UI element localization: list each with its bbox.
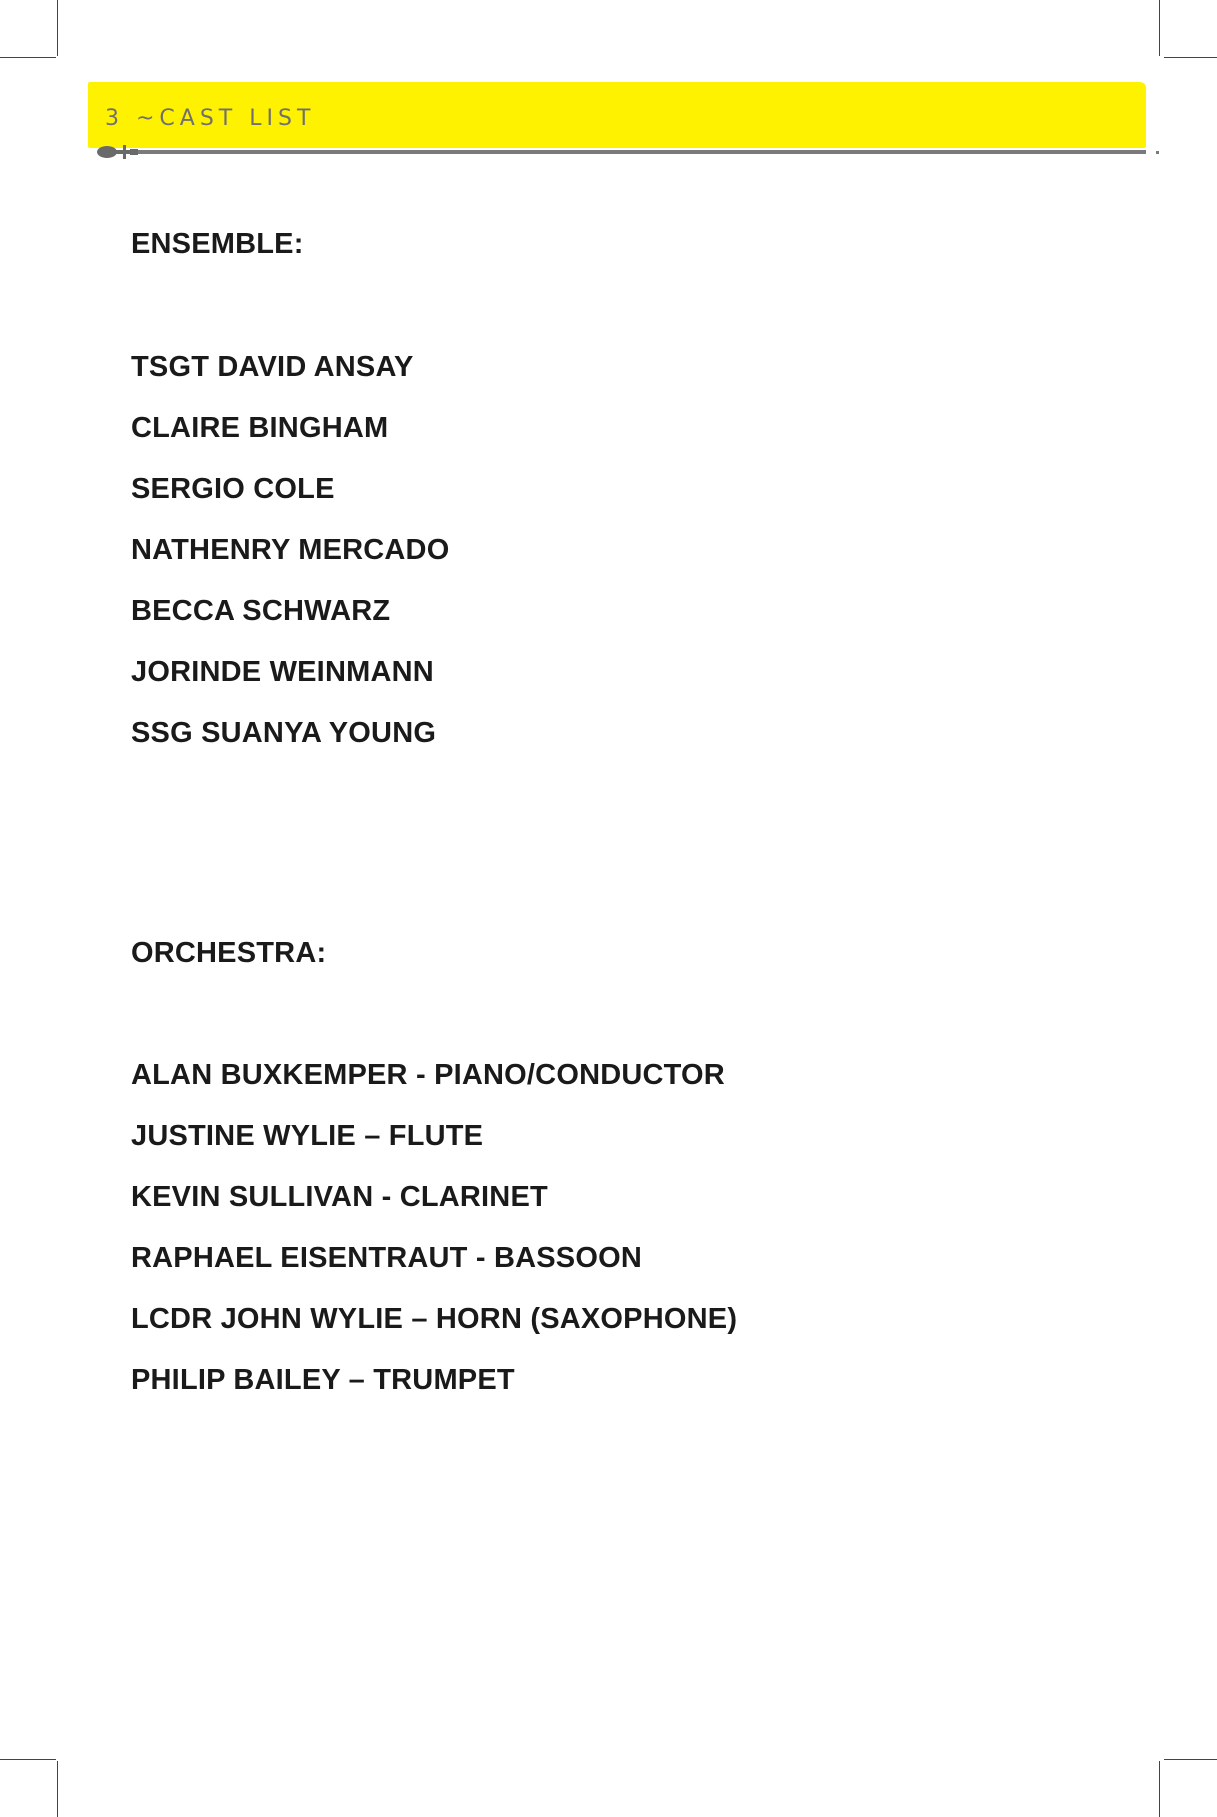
cast-member: BECCA SCHWARZ (131, 595, 391, 627)
cast-member: RAPHAEL EISENTRAUT - BASSOON (131, 1242, 642, 1274)
cast-member: CLAIRE BINGHAM (131, 412, 389, 444)
section-label: ~CAST LIST (136, 106, 316, 131)
cast-member: PHILIP BAILEY – TRUMPET (131, 1364, 515, 1396)
crop-mark-top-left (0, 57, 56, 58)
page-number: 3 (105, 106, 124, 131)
orchestra-heading: ORCHESTRA: (131, 937, 327, 969)
cast-member: SSG SUANYA YOUNG (131, 717, 437, 749)
header-rule (104, 150, 1146, 154)
orchestra-list (131, 1058, 737, 1424)
page-header (105, 106, 315, 131)
crop-mark-top-right (1159, 0, 1160, 56)
cast-member: KEVIN SULLIVAN - CLARINET (131, 1181, 548, 1213)
cast-member: SERGIO COLE (131, 473, 335, 505)
ensemble-heading: ENSEMBLE: (131, 228, 304, 260)
cast-member: NATHENRY MERCADO (131, 534, 450, 566)
ensemble-list (131, 350, 449, 777)
crop-mark-bottom-left (0, 1759, 56, 1760)
crop-mark-top-left (57, 0, 58, 56)
crop-mark-top-right (1164, 57, 1217, 58)
crop-mark-bottom-right (1159, 1761, 1160, 1817)
crop-mark-bottom-left (57, 1761, 58, 1817)
cast-member: ALAN BUXKEMPER - PIANO/CONDUCTOR (131, 1059, 725, 1091)
cast-member: TSGT DAVID ANSAY (131, 351, 414, 383)
cast-member: LCDR JOHN WYLIE – HORN (SAXOPHONE) (131, 1303, 738, 1335)
crop-mark-bottom-right (1164, 1759, 1217, 1760)
cast-member: JORINDE WEINMANN (131, 656, 434, 688)
cast-member: JUSTINE WYLIE – FLUTE (131, 1120, 484, 1152)
header-rule-dot (1156, 151, 1159, 154)
flourish-icon (94, 143, 140, 161)
